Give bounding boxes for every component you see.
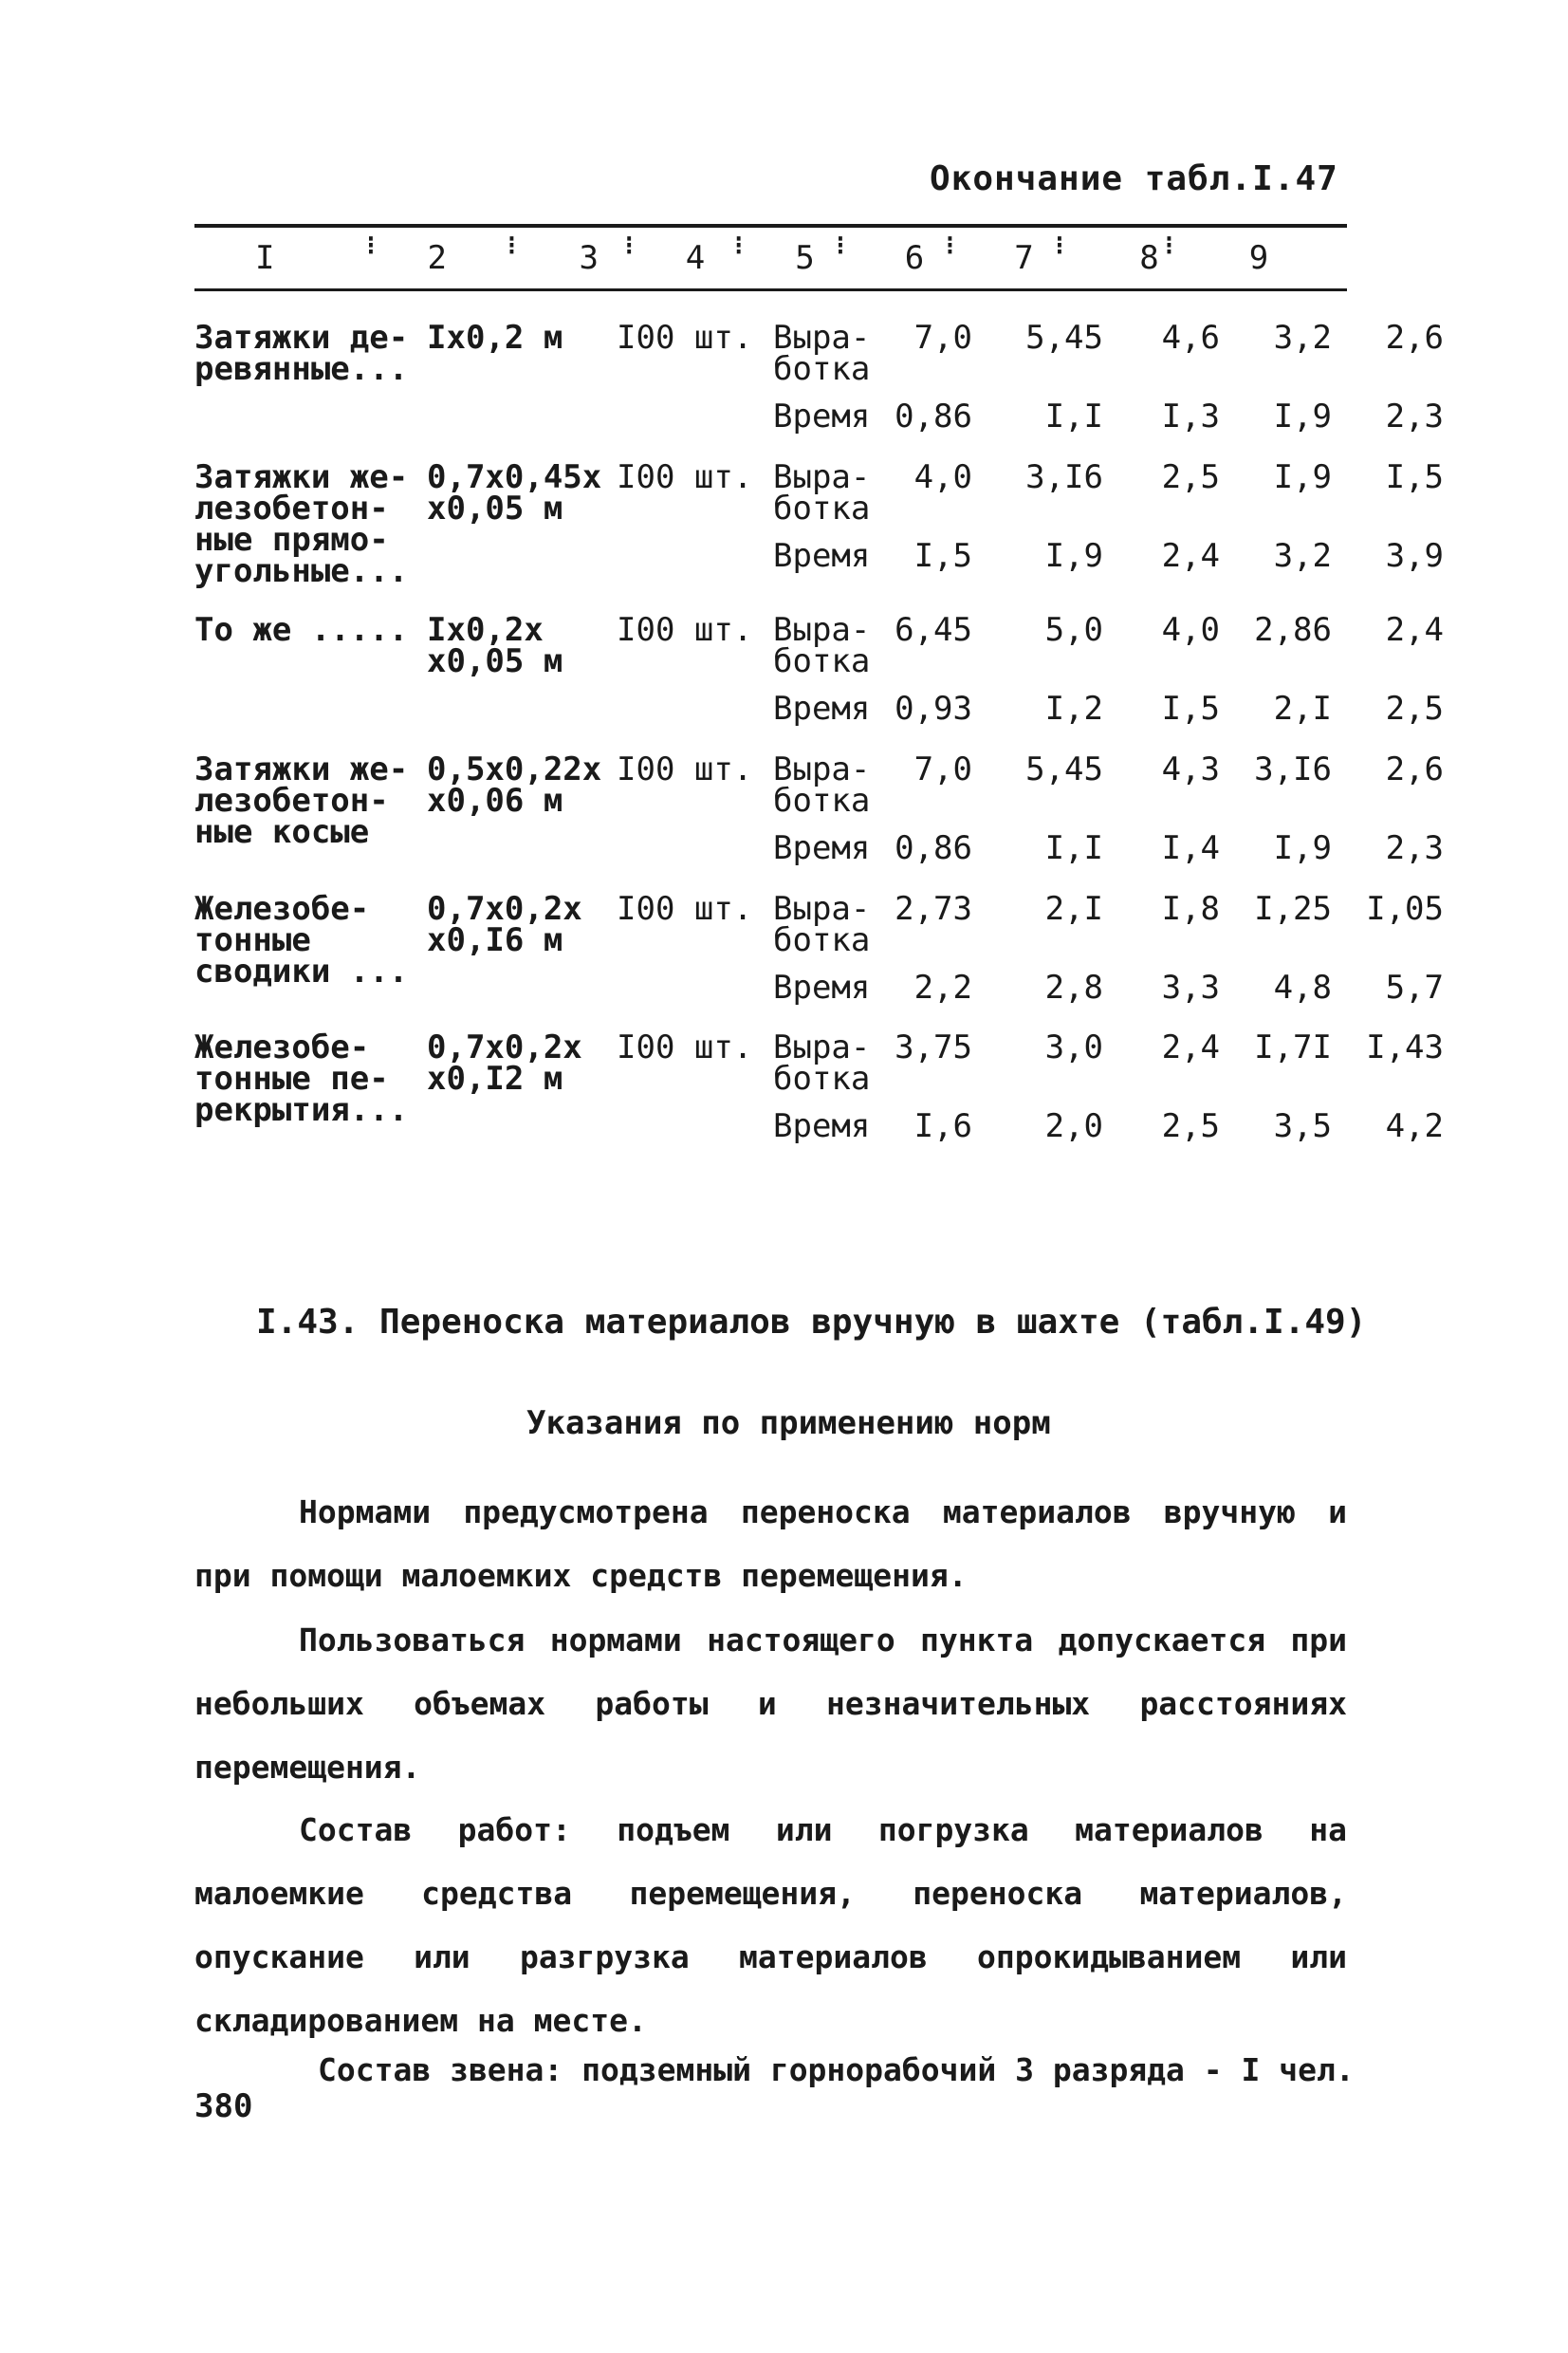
value-time: I,4 <box>1161 829 1220 867</box>
value-output: 3,I6 <box>1254 750 1332 788</box>
value-output: I,9 <box>1273 458 1332 496</box>
value-output: 2,86 <box>1254 611 1332 649</box>
value-output: 2,4 <box>1385 611 1444 649</box>
row-name: ные косые <box>194 813 370 851</box>
value-time: I,I <box>1044 829 1103 867</box>
table-top-rule <box>194 224 1347 228</box>
value-output: I,25 <box>1254 890 1332 928</box>
value-time: 4,8 <box>1273 969 1332 1007</box>
value-output: 6,45 <box>895 611 972 649</box>
header-separator: ⁝ <box>1165 230 1173 261</box>
row-label-time: Время <box>773 1107 871 1145</box>
value-output: I,05 <box>1366 890 1444 928</box>
value-output: 3,75 <box>895 1028 972 1066</box>
value-time: 2,0 <box>1044 1107 1103 1145</box>
value-output: 2,73 <box>895 890 972 928</box>
row-name: сводики ... <box>194 953 409 991</box>
table-header-rule <box>194 288 1347 291</box>
value-time: 0,86 <box>895 398 972 435</box>
header-separator: ⁝ <box>507 230 516 261</box>
row-name: ные прямо- <box>194 521 389 559</box>
header-separator: ⁝ <box>1055 230 1064 261</box>
row-name: То же ..... <box>194 611 409 649</box>
row-label-output: ботка <box>773 350 871 388</box>
row-dimensions: 0,5х0,22х <box>427 750 602 788</box>
header-col-7: 7 <box>1014 239 1034 277</box>
row-dimensions: 0,7х0,2х <box>427 1028 582 1066</box>
row-name: ревянные... <box>194 350 409 388</box>
value-output: 2,6 <box>1385 319 1444 357</box>
value-time: 0,86 <box>895 829 972 867</box>
header-col-2: 2 <box>427 239 447 277</box>
value-output: I,43 <box>1366 1028 1444 1066</box>
value-time: 2,3 <box>1385 398 1444 435</box>
row-dimensions: Iх0,2 м <box>427 319 563 357</box>
header-col-6: 6 <box>904 239 925 277</box>
row-label-time: Время <box>773 398 871 435</box>
value-time: 2,4 <box>1161 537 1220 575</box>
paragraph-crew: Состав звена: подземный горнорабочий 3 разряда - I чел. <box>318 2051 1355 2088</box>
value-time: 3,3 <box>1161 969 1220 1007</box>
header-separator: ⁝ <box>366 230 376 261</box>
row-dimensions: х0,05 м <box>427 490 563 528</box>
row-label-output: Выра- <box>773 890 871 928</box>
row-label-time: Время <box>773 969 871 1007</box>
row-dimensions: 0,7х0,45х <box>427 458 602 496</box>
row-name: Затяжки же- <box>194 750 409 788</box>
row-dimensions: 0,7х0,2х <box>427 890 582 928</box>
value-time: 3,9 <box>1385 537 1444 575</box>
row-label-output: ботка <box>773 490 871 528</box>
value-time: I,9 <box>1273 398 1332 435</box>
row-label-output: Выра- <box>773 611 871 649</box>
row-unit: I00 шт. <box>617 1028 753 1066</box>
value-time: 2,3 <box>1385 829 1444 867</box>
value-time: 4,2 <box>1385 1107 1444 1145</box>
paragraph-usage: Пользоваться нормами настоящего пункта допускается при небольших объемах работы и незначительных расстояниях перемещения. <box>194 1621 1347 1786</box>
row-label-time: Время <box>773 690 871 728</box>
row-unit: I00 шт. <box>617 611 753 649</box>
row-unit: I00 шт. <box>617 890 753 928</box>
value-output: 2,6 <box>1385 750 1444 788</box>
row-label-output: Выра- <box>773 319 871 357</box>
row-dimensions: Iх0,2х <box>427 611 544 649</box>
row-label-output: ботка <box>773 921 871 959</box>
row-name: Затяжки де- <box>194 319 409 357</box>
row-dimensions: х0,I6 м <box>427 921 563 959</box>
value-time: I,2 <box>1044 690 1103 728</box>
row-dimensions: х0,I2 м <box>427 1060 563 1098</box>
value-time: I,9 <box>1273 829 1332 867</box>
table-caption: Окончание табл.I.47 <box>930 159 1338 198</box>
value-output: 5,45 <box>1025 750 1103 788</box>
row-name: лезобетон- <box>194 490 389 528</box>
header-col-3: 3 <box>579 239 600 277</box>
value-output: 2,I <box>1044 890 1103 928</box>
section-subtitle: Указания по применению норм <box>526 1404 1051 1442</box>
row-label-time: Время <box>773 829 871 867</box>
value-output: 3,I6 <box>1025 458 1103 496</box>
value-time: 3,5 <box>1273 1107 1332 1145</box>
row-name: угольные... <box>194 552 409 590</box>
header-separator: ⁝ <box>946 230 954 261</box>
row-name: Железобе- <box>194 890 370 928</box>
row-dimensions: х0,06 м <box>427 782 563 820</box>
row-name: лезобетон- <box>194 782 389 820</box>
value-output: 7,0 <box>913 750 972 788</box>
value-time: I,3 <box>1161 398 1220 435</box>
value-output: I,7I <box>1254 1028 1332 1066</box>
value-output: I,8 <box>1161 890 1220 928</box>
value-output: 3,2 <box>1273 319 1332 357</box>
page-number: 380 <box>194 2087 253 2125</box>
value-time: 2,I <box>1273 690 1332 728</box>
value-output: 4,0 <box>913 458 972 496</box>
value-time: 3,2 <box>1273 537 1332 575</box>
table-header <box>194 230 1347 281</box>
value-time: 0,93 <box>895 690 972 728</box>
value-output: I,5 <box>1385 458 1444 496</box>
value-time: I,5 <box>913 537 972 575</box>
value-time: 2,8 <box>1044 969 1103 1007</box>
value-output: 3,0 <box>1044 1028 1103 1066</box>
value-time: I,9 <box>1044 537 1103 575</box>
row-label-time: Время <box>773 537 871 575</box>
paragraph-norms: Нормами предусмотрена переноска материалов вручную и при помощи малоемких средств перемещения. <box>194 1493 1347 1594</box>
value-time: I,5 <box>1161 690 1220 728</box>
row-name: рекрытия... <box>194 1091 409 1129</box>
row-label-output: ботка <box>773 642 871 680</box>
value-output: 4,6 <box>1161 319 1220 357</box>
header-separator: ⁝ <box>836 230 845 261</box>
row-unit: I00 шт. <box>617 458 753 496</box>
row-dimensions: х0,05 м <box>427 642 563 680</box>
header-col-1: I <box>255 239 275 277</box>
row-unit: I00 шт. <box>617 750 753 788</box>
row-label-output: Выра- <box>773 750 871 788</box>
header-separator: ⁝ <box>734 230 744 261</box>
row-unit: I00 шт. <box>617 319 753 357</box>
row-name: тонные пе- <box>194 1060 389 1098</box>
value-time: 2,2 <box>913 969 972 1007</box>
header-col-5: 5 <box>795 239 815 277</box>
header-col-4: 4 <box>685 239 706 277</box>
value-time: I,6 <box>913 1107 972 1145</box>
row-name: Затяжки же- <box>194 458 409 496</box>
row-label-output: ботка <box>773 1060 871 1098</box>
row-label-output: Выра- <box>773 458 871 496</box>
row-label-output: Выра- <box>773 1028 871 1066</box>
value-output: 4,3 <box>1161 750 1220 788</box>
value-time: 2,5 <box>1161 1107 1220 1145</box>
value-output: 5,0 <box>1044 611 1103 649</box>
row-name: Железобе- <box>194 1028 370 1066</box>
value-time: 2,5 <box>1385 690 1444 728</box>
value-output: 7,0 <box>913 319 972 357</box>
value-time: 5,7 <box>1385 969 1444 1007</box>
header-col-8: 8 <box>1139 239 1159 277</box>
value-time: I,I <box>1044 398 1103 435</box>
value-output: 4,0 <box>1161 611 1220 649</box>
row-name: тонные <box>194 921 311 959</box>
section-title: I.43. Переноска материалов вручную в шахте (табл.I.49) <box>256 1303 1367 1342</box>
header-separator: ⁝ <box>624 230 634 261</box>
row-label-output: ботка <box>773 782 871 820</box>
value-output: 5,45 <box>1025 319 1103 357</box>
paragraph-work-composition: Состав работ: подъем или погрузка материалов на малоемкие средства перемещения, переноска материалов, опускание или разгрузка материалов опрокидыванием или складированием на месте. <box>194 1811 1347 2039</box>
value-output: 2,4 <box>1161 1028 1220 1066</box>
value-output: 2,5 <box>1161 458 1220 496</box>
header-col-9: 9 <box>1248 239 1269 277</box>
